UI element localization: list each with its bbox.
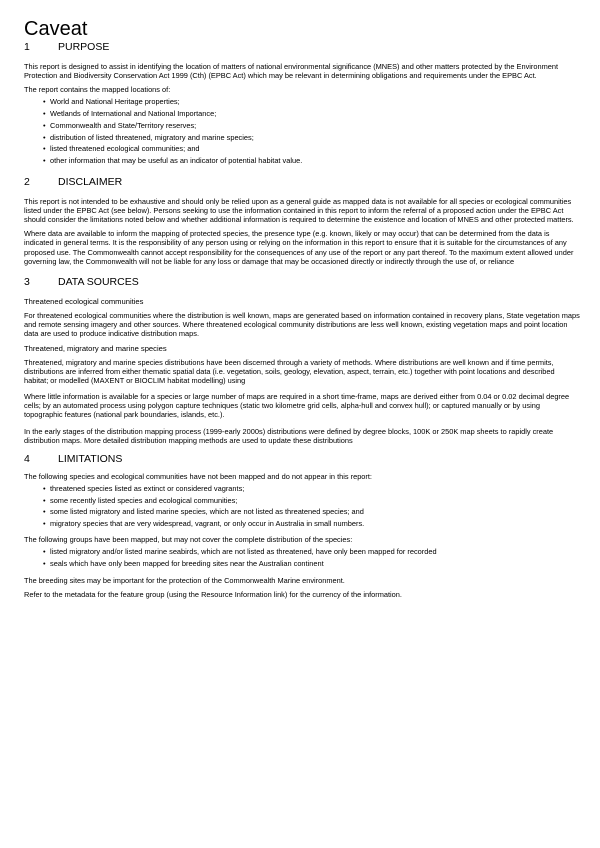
purpose-list-intro: The report contains the mapped locations of: — [24, 85, 171, 95]
data-sources-paragraph: In the early stages of the distribution mapping process (1999-early 2000s) distributions were defined by degree blocks, 100K or 250K map sheets to rapidly create distribution maps. More detailed distribution mapping methods are used to update these distributions — [24, 426, 554, 445]
list-item: • other information that may be useful as an indicator of potential habitat value. — [46, 156, 580, 165]
limitations-paragraph: The breeding sites may be important for the protection of the Commonwealth Marine environment. — [24, 575, 345, 585]
list-item: • migratory species that are very widespread, vagrant, or only occur in Australia in small numbers. — [46, 519, 580, 528]
purpose-paragraph: This report is designed to assist in identifying the location of matters of national environmental significance (MNES) and other matters protected by the Environment Protection and Biodiversity Conservation Act 1999 (Cth) (EPBC Act) which may be relevant in determining obligations and requirements under the EPBC Act. — [24, 62, 559, 81]
section-number: 1 — [24, 41, 30, 53]
limitations-list — [24, 484, 580, 529]
subheading: Threatened ecological communities — [24, 296, 144, 306]
list-item: • World and National Heritage properties; — [46, 97, 580, 106]
section-heading-limitations — [24, 453, 580, 466]
subheading: Threatened, migratory and marine species — [24, 344, 167, 353]
list-item: • some listed migratory and listed marine species, which are not listed as threatened species; and — [46, 507, 580, 516]
document-page — [24, 18, 580, 599]
section-title: PURPOSE — [58, 41, 110, 53]
disclaimer-paragraph: Where data are available to inform the mapping of protected species, the presence type (e.g. known, likely or may occur) that can be determined from the data is indicated in general terms. It is the responsibility of any person using or relying on the information in this report to ensure that it is suitable for the circumstances of any proposed use. The Commonwealth cannot accept responsibility for the consequences of any use of the report or any part thereof. To the maximum extent allowed under governing law, the Commonwealth will not be liable for any loss or damage that may be occasioned directly or indirectly through the use of, or reliance — [24, 229, 574, 266]
section-number: 4 — [24, 452, 30, 465]
data-sources-paragraph: For threatened ecological communities where the distribution is well known, maps are generated based on information contained in recovery plans, State vegetation maps and remote sensing imagery and other sources. Where threatened ecological community distributions are less well known, existing vegetation maps and point location data are used to produce indicative distribution maps. — [24, 310, 580, 338]
list-item: • distribution of listed threatened, migratory and marine species; — [46, 133, 580, 142]
section-heading-data-sources — [24, 276, 580, 289]
data-sources-paragraph: Where little information is available for a species or large number of maps are required in a short time-frame, maps are derived either from 0.04 or 0.02 decimal degree cells; by an automated process using polygon capture techniques (static two kilometre grid cells, alpha-hull and convex hull); or captured manually or by using topographic features (national park boundaries, islands, etc.). — [24, 392, 570, 420]
data-sources-paragraph: Threatened, migratory and marine species distributions have been discerned through a variety of methods. Where distributions are well known and if time permits, distributions are inferred from either thematic spatial data (i.e. vegetation, soils, geology, elevation, aspect, terrain, etc.) together with point locations and described habitat; or modelled (MAXENT or BIOCLIM habitat modelling) using — [24, 358, 555, 386]
limitations-list — [24, 547, 580, 568]
list-item: • some recently listed species and ecological communities; — [46, 496, 580, 505]
list-item: • threatened species listed as extinct or considered vagrants; — [46, 484, 580, 493]
section-number: 2 — [24, 176, 30, 189]
section-title: DATA SOURCES — [58, 275, 139, 288]
limitations-paragraph: The following groups have been mapped, but may not cover the complete distribution of the species: — [24, 535, 353, 545]
list-item: • listed migratory and/or listed marine seabirds, which are not listed as threatened, have only been mapped for recorded — [46, 547, 580, 556]
list-item: • Commonwealth and State/Territory reserves; — [46, 121, 580, 130]
list-item: • Wetlands of International and National Importance; — [46, 109, 580, 118]
list-item: • listed threatened ecological communities; and — [46, 144, 580, 153]
section-title: LIMITATIONS — [58, 452, 123, 465]
limitations-paragraph: The following species and ecological communities have not been mapped and do not appear in this report: — [24, 471, 372, 481]
list-item: • seals which have only been mapped for breeding sites near the Australian continent — [46, 559, 580, 568]
section-heading-purpose — [24, 41, 580, 54]
section-title: DISCLAIMER — [58, 176, 123, 189]
limitations-paragraph: Refer to the metadata for the feature group (using the Resource Information link) for the currency of the information. — [24, 589, 402, 599]
page-title: Caveat — [24, 18, 88, 40]
section-number: 3 — [24, 275, 30, 288]
purpose-list — [24, 97, 580, 165]
disclaimer-paragraph: This report is not intended to be exhaustive and should only be relied upon as a general guide as mapped data is not available for all species or ecological communities listed under the EPBC Act (see below). Persons seeking to use the information contained in this report to inform the referral of a proposed action under the EPBC Act should consider the limitations noted below and whether additional information is required to determine the existence and location of MNES and other protected matters. — [24, 197, 574, 225]
section-heading-disclaimer — [24, 176, 580, 189]
